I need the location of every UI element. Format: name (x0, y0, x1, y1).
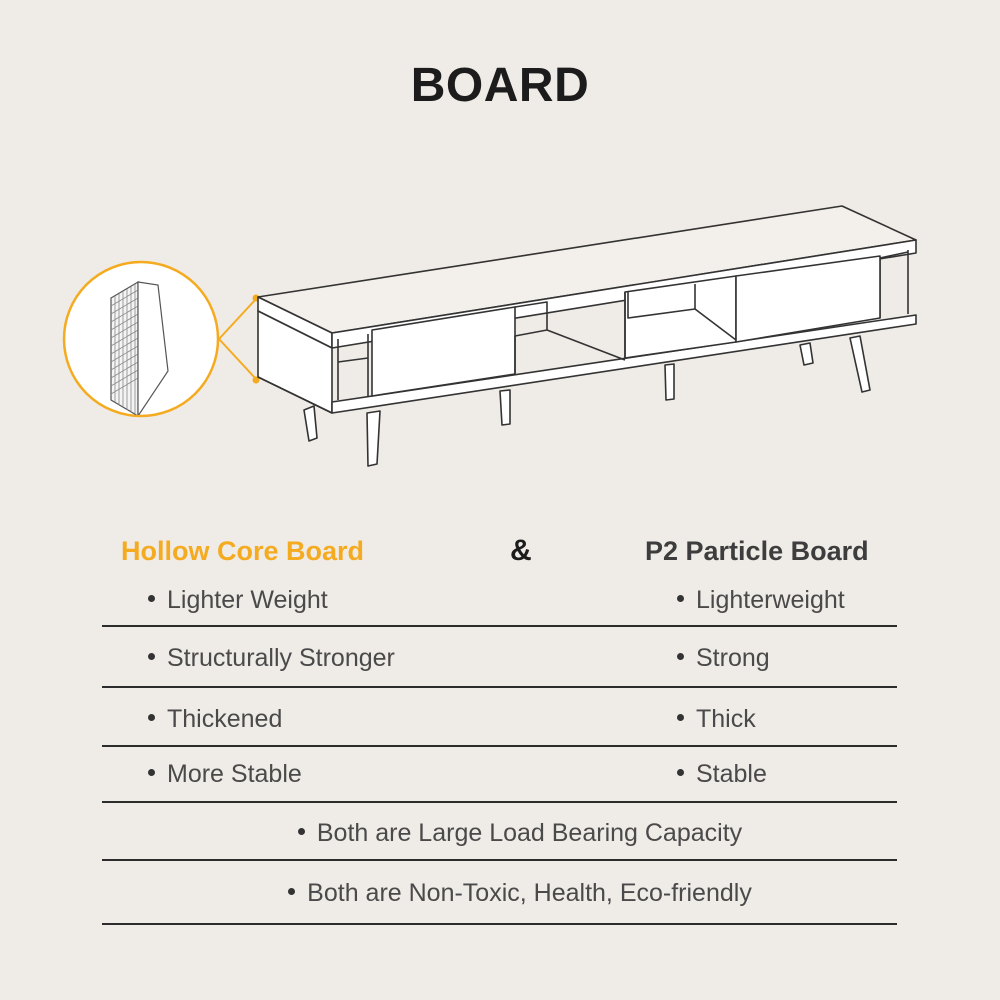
feature-text: Thick (696, 705, 756, 733)
bullet-icon (288, 888, 295, 895)
board-cross-section-callout (64, 262, 218, 416)
bullet-icon (148, 653, 155, 660)
p2-particle-board-heading: P2 Particle Board (645, 536, 869, 566)
divider (102, 686, 897, 688)
feature-text: Stable (696, 760, 767, 788)
divider (102, 923, 897, 925)
shared-feature (0, 879, 1000, 908)
tv-stand-drawing (258, 206, 916, 466)
bullet-icon (677, 714, 684, 721)
hollow-core-board-heading: Hollow Core Board (121, 536, 365, 566)
hollow-core-feature (148, 760, 302, 789)
particle-board-feature (677, 705, 756, 734)
page-title: BOARD (410, 59, 590, 112)
particle-board-feature (677, 760, 767, 789)
hollow-core-feature (148, 644, 395, 673)
feature-text: Lighter Weight (167, 586, 328, 614)
bullet-icon (148, 714, 155, 721)
divider (102, 625, 897, 627)
feature-text: Both are Large Load Bearing Capacity (316, 819, 743, 847)
bullet-icon (677, 769, 684, 776)
bullet-icon (298, 828, 305, 835)
feature-text: Lighterweight (696, 586, 845, 614)
divider (102, 859, 897, 861)
bullet-icon (677, 595, 684, 602)
divider (102, 801, 897, 803)
bullet-icon (148, 769, 155, 776)
divider (102, 745, 897, 747)
callout-connector (219, 299, 256, 379)
particle-board-feature (677, 644, 770, 673)
bullet-icon (148, 595, 155, 602)
feature-text: Both are Non-Toxic, Health, Eco-friendly (307, 879, 752, 907)
feature-text: Strong (696, 644, 770, 672)
ampersand: & (510, 534, 532, 567)
hollow-core-feature (148, 586, 328, 615)
bullet-icon (677, 653, 684, 660)
hollow-core-feature (148, 705, 282, 734)
feature-text: More Stable (167, 760, 302, 788)
feature-text: Thickened (167, 705, 283, 733)
particle-board-feature (677, 586, 845, 615)
feature-text: Structurally Stronger (167, 644, 395, 672)
shared-feature (0, 819, 1000, 848)
